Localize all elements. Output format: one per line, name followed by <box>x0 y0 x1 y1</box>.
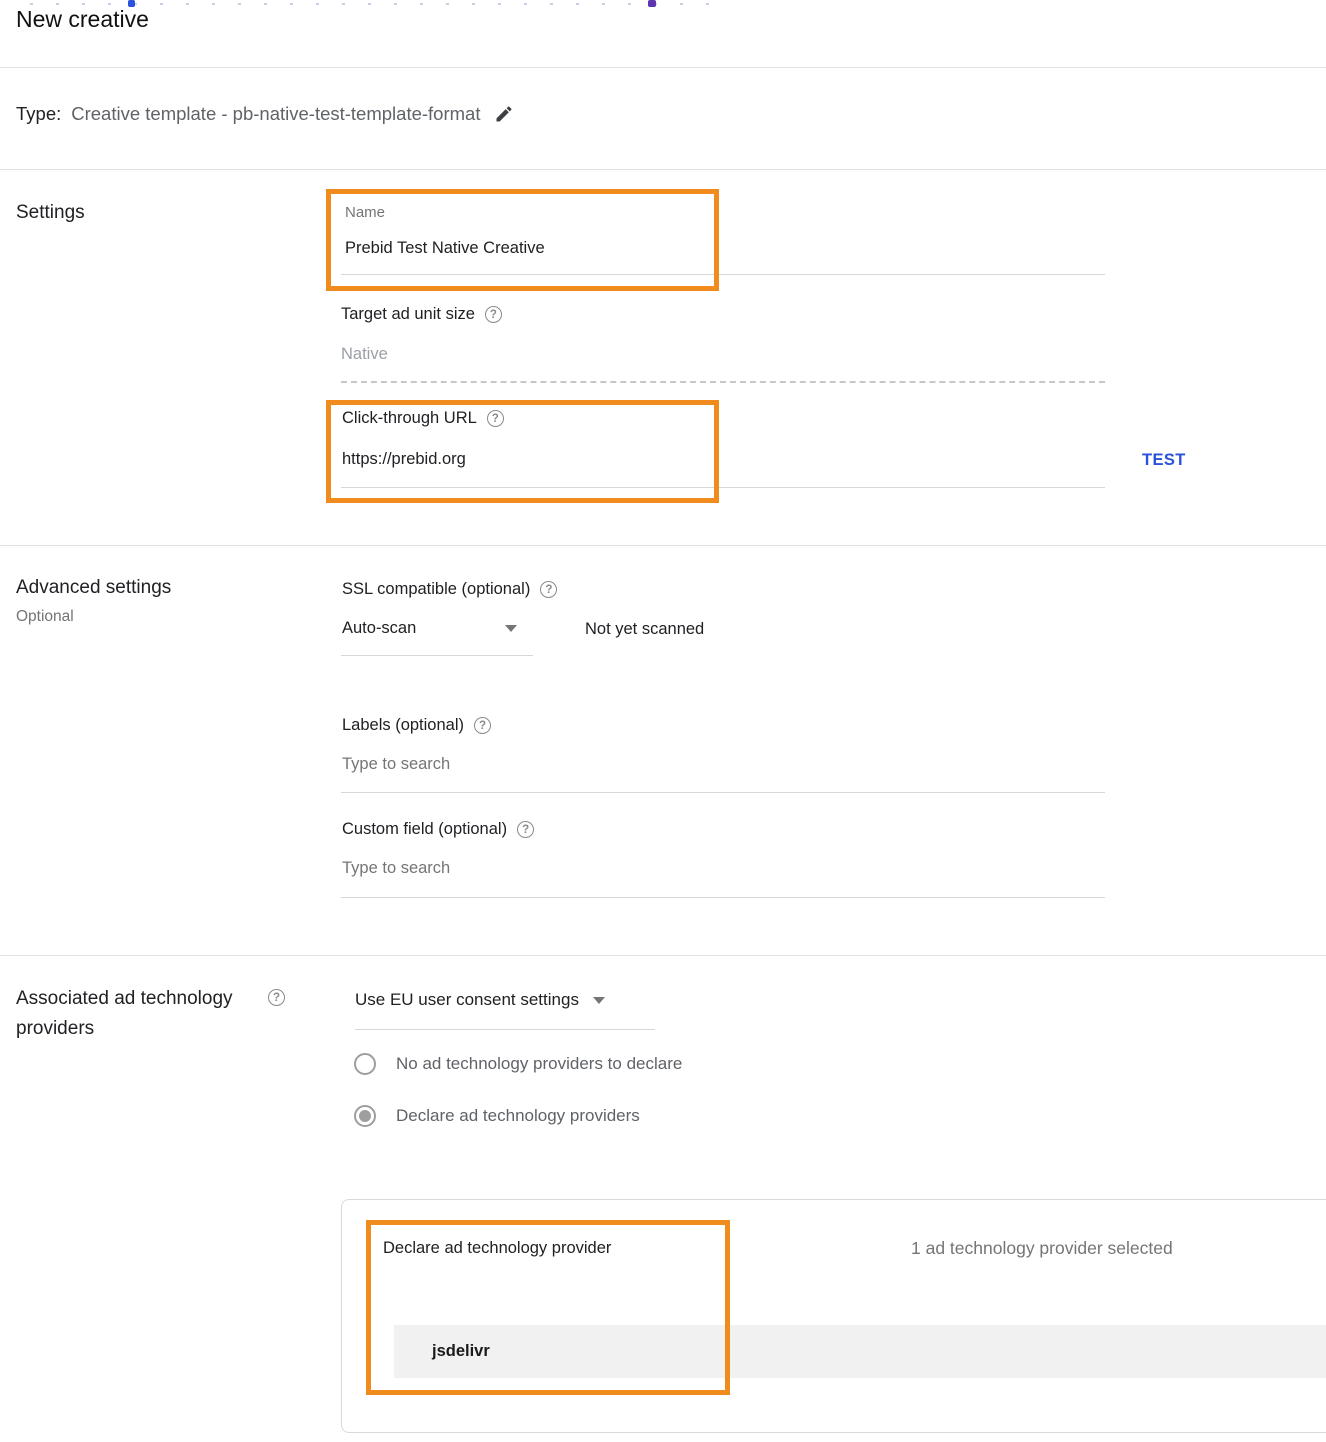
target-size-value: Native <box>341 345 388 363</box>
type-value: Creative template - pb-native-test-template-format <box>71 103 481 124</box>
ssl-label-row <box>342 580 557 599</box>
ssl-scan-status: Not yet scanned <box>585 620 705 638</box>
custom-field-label-row <box>342 820 534 839</box>
target-size-label: Target ad unit size <box>341 305 475 323</box>
labels-label: Labels (optional) <box>342 716 464 734</box>
declare-provider-title: Declare ad technology provider <box>383 1239 612 1257</box>
chevron-down-icon <box>505 625 517 632</box>
eu-consent-dropdown[interactable] <box>355 990 605 1010</box>
click-url-underline <box>341 487 1105 488</box>
radio-button-icon <box>354 1053 376 1075</box>
custom-field-label: Custom field (optional) <box>342 820 508 838</box>
page-title: New creative <box>16 6 149 32</box>
target-size-label-row <box>341 305 502 324</box>
labels-underline <box>341 792 1105 793</box>
clipped-breadcrumb <box>0 0 1326 7</box>
divider <box>0 955 1326 956</box>
breadcrumb-visited-fragment <box>648 0 656 7</box>
name-input[interactable]: Prebid Test Native Creative <box>345 239 545 257</box>
radio-no-providers-label: No ad technology providers to declare <box>396 1054 683 1073</box>
click-url-label-row <box>342 409 504 428</box>
associated-providers-help-icon[interactable]: ? <box>268 989 285 1006</box>
declare-provider-card <box>341 1199 1326 1433</box>
target-size-underline <box>341 381 1105 383</box>
divider <box>0 169 1326 170</box>
edit-type-button[interactable] <box>494 104 514 124</box>
settings-heading: Settings <box>16 202 85 223</box>
custom-field-underline <box>341 897 1105 898</box>
breadcrumb-fragment <box>30 3 730 5</box>
type-label: Type: <box>16 103 62 124</box>
chevron-down-icon <box>593 997 605 1004</box>
labels-label-row <box>342 716 491 735</box>
ssl-dropdown[interactable] <box>342 619 517 638</box>
name-field-label: Name <box>345 204 386 221</box>
radio-no-providers[interactable] <box>354 1053 682 1075</box>
radio-declare-providers-label: Declare ad technology providers <box>396 1106 640 1125</box>
click-url-help-icon[interactable]: ? <box>487 410 504 427</box>
advanced-settings-heading: Advanced settings <box>16 577 172 598</box>
radio-button-icon <box>354 1105 376 1127</box>
pencil-icon <box>494 104 514 124</box>
test-url-button[interactable]: TEST <box>1142 451 1186 469</box>
ssl-label: SSL compatible (optional) <box>342 580 531 598</box>
divider <box>0 67 1326 68</box>
divider <box>0 545 1326 546</box>
eu-consent-dropdown-value: Use EU user consent settings <box>355 990 579 1009</box>
ssl-dropdown-value: Auto-scan <box>342 619 417 637</box>
associated-providers-heading: Associated ad technology providers <box>16 988 233 1039</box>
creative-type-row <box>16 103 514 125</box>
target-size-help-icon[interactable]: ? <box>485 306 502 323</box>
provider-name: jsdelivr <box>432 1342 490 1360</box>
custom-field-help-icon[interactable]: ? <box>517 821 534 838</box>
custom-field-search-input[interactable]: Type to search <box>342 859 451 877</box>
labels-search-input[interactable]: Type to search <box>342 755 451 773</box>
advanced-settings-subheading: Optional <box>16 608 74 625</box>
eu-consent-underline <box>355 1029 655 1030</box>
labels-help-icon[interactable]: ? <box>474 717 491 734</box>
click-url-label: Click-through URL <box>342 409 477 427</box>
click-url-input[interactable]: https://prebid.org <box>342 450 466 468</box>
radio-declare-providers[interactable] <box>354 1105 640 1127</box>
provider-selected-status: 1 ad technology provider selected <box>911 1238 1173 1258</box>
ssl-dropdown-underline <box>341 655 533 656</box>
provider-row[interactable] <box>394 1325 1326 1378</box>
ssl-help-icon[interactable]: ? <box>540 581 557 598</box>
name-input-underline <box>341 274 1105 275</box>
